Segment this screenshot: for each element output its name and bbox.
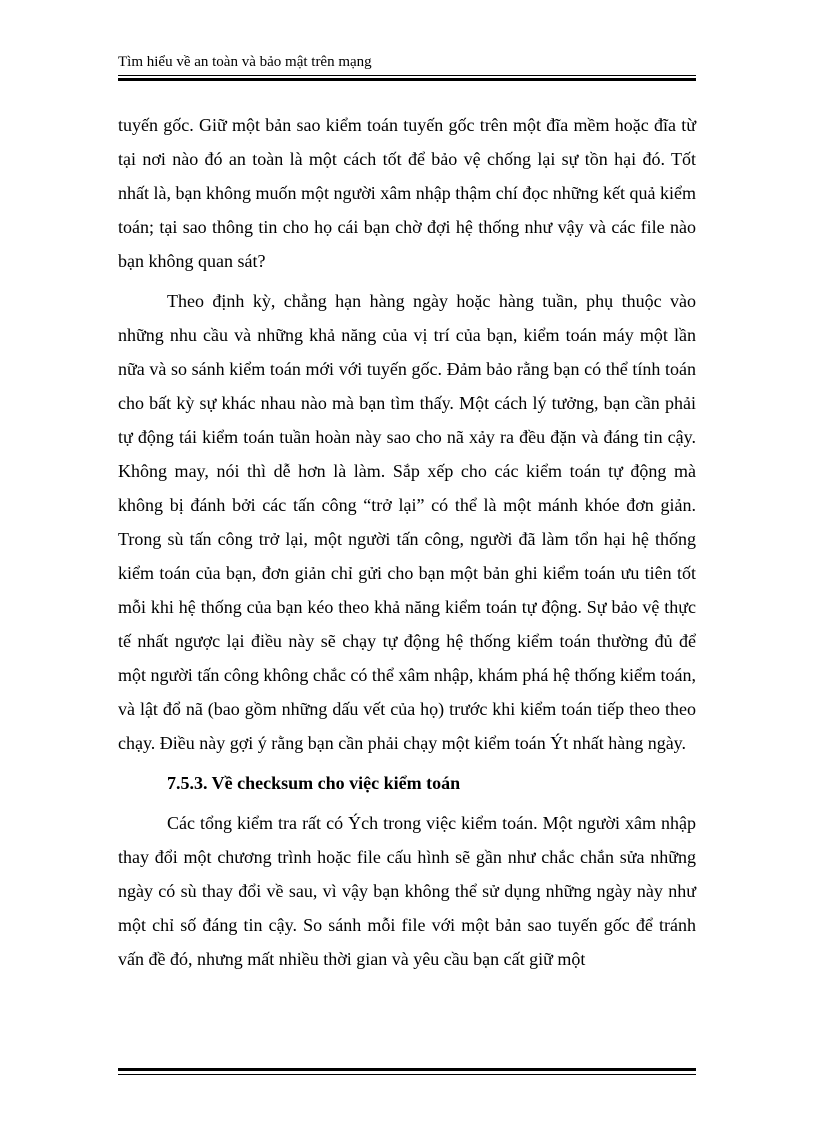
page-header bbox=[118, 52, 696, 81]
section-heading: 7.5.3. Về checksum cho việc kiểm toán bbox=[167, 773, 461, 793]
paragraph-periodic-audit: Theo định kỳ, chẳng hạn hàng ngày hoặc hàng tuần, phụ thuộc vào những nhu cầu và những khả năng của vị trí của bạn, kiểm toán máy một lần nữa và so sánh kiểm toán mới với tuyến gốc. Đảm bảo rằng bạn có thể tính toán cho bất kỳ sự khác nhau nào mà bạn tìm thấy. Một cách lý tưởng, bạn cần phải tự động tái kiểm toán tuần hoàn này sao cho nã xảy ra đều đặn và đáng tin cậy. Không may, nói thì dễ hơn là làm. Sắp xếp cho các kiểm toán tự động mà không bị đánh bởi các tấn công “trở lại” có thể là một mánh khóe đơn giản. Trong sù tấn công trở lại, một người tấn công, người đã làm tổn hại hệ thống kiểm toán của bạn, đơn giản chỉ gửi cho bạn một bản ghi kiểm toán ưu tiên tốt mỗi khi hệ thống của bạn kéo theo khả năng kiểm toán tự động. Sự bảo vệ thực tế nhất ngược lại điều này sẽ chạy tự động hệ thống kiểm toán thường đủ để một người tấn công không chắc có thể xâm nhập, khám phá hệ thống kiểm toán, và lật đổ nã (bao gồm những dấu vết của họ) trước khi kiểm toán tiếp theo theo chạy. Điều này gợi ý rằng bạn cần phải chạy một kiểm toán Ýt nhất hàng ngày. bbox=[118, 291, 696, 753]
footer-rule-thick bbox=[118, 1068, 696, 1071]
paragraph-continuation: tuyến gốc. Giữ một bản sao kiểm toán tuyến gốc trên một đĩa mềm hoặc đĩa từ tại nơi nào đó an toàn là một cách tốt để bảo vệ chống lại sự tồn hại đó. Tốt nhất là, bạn không muốn một người xâm nhập thậm chí đọc những kết quả kiểm toán; tại sao thông tin cho họ cái bạn chờ đợi hệ thống như vậy và các file nào bạn không quan sát? bbox=[118, 115, 696, 271]
paragraph-checksum: Các tổng kiểm tra rất có Ých trong việc kiểm toán. Một người xâm nhập thay đổi một chương trình hoặc file cấu hình sẽ gần như chắc chắn sửa những ngày có sù thay đổi về sau, vì vậy bạn không thể sử dụng những ngày này như một chỉ số đáng tin cậy. So sánh mỗi file với một bản sao tuyến gốc để tránh vấn đề đó, nhưng mất nhiều thời gian và yêu cầu bạn cất giữ một bbox=[118, 813, 696, 969]
header-title: Tìm hiểu về an toàn và bảo mật trên mạng bbox=[118, 54, 372, 70]
header-rule-thin bbox=[118, 75, 696, 76]
page-footer bbox=[118, 1068, 696, 1075]
footer-rule-thin bbox=[118, 1074, 696, 1075]
header-rule-thick bbox=[118, 78, 696, 81]
document-body bbox=[118, 108, 696, 982]
